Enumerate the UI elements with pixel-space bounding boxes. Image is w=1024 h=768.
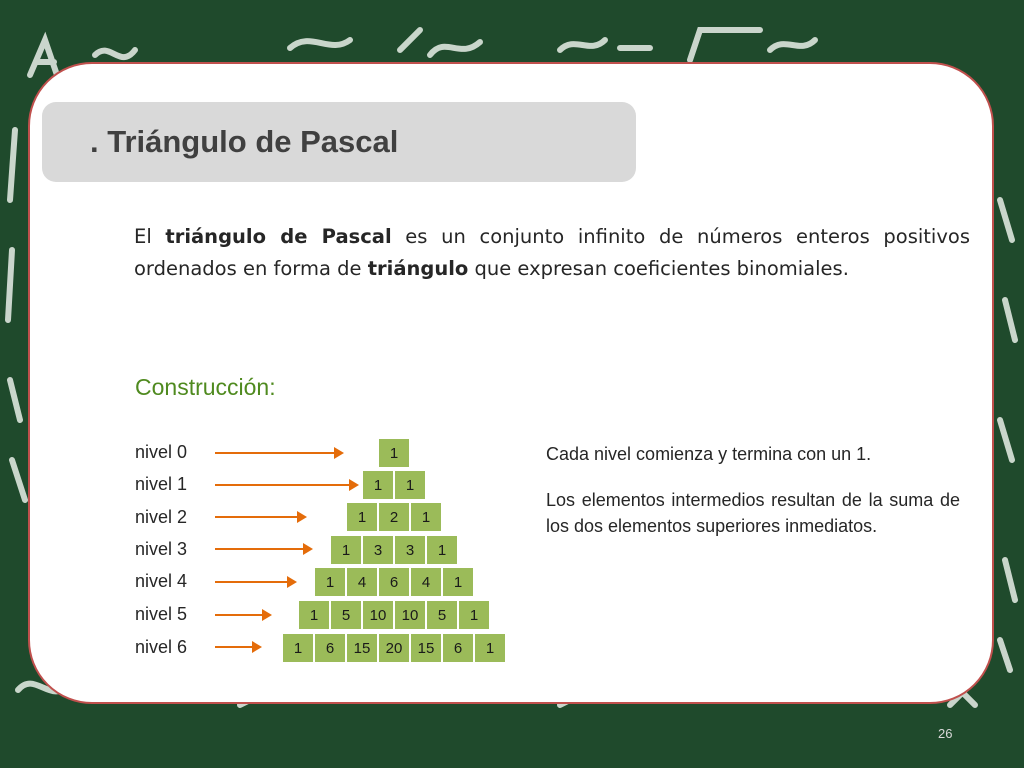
level-label: nivel 3 <box>135 539 188 559</box>
pascal-cell: 10 <box>362 600 394 630</box>
note-sum-rule: Los elementos intermedios resultan de la suma de los dos elementos superiores inmediatos. <box>546 490 960 536</box>
pascal-cell: 6 <box>378 567 410 597</box>
note-start-end: Cada nivel comienza y termina con un 1. <box>546 444 872 464</box>
intro-text: El <box>134 225 166 248</box>
arrow-icon <box>215 548 311 550</box>
arrow-icon <box>215 516 305 518</box>
pascal-cell: 1 <box>346 502 378 532</box>
pascal-cell: 1 <box>282 633 314 663</box>
pascal-cell: 20 <box>378 633 410 663</box>
pascal-cell: 1 <box>378 438 410 468</box>
pascal-cell: 5 <box>330 600 362 630</box>
pascal-cell: 1 <box>410 502 442 532</box>
pascal-cell: 1 <box>314 567 346 597</box>
level-label: nivel 2 <box>135 507 188 527</box>
pascal-cell: 10 <box>394 600 426 630</box>
pascal-cell: 5 <box>426 600 458 630</box>
pascal-cell: 3 <box>394 535 426 565</box>
pascal-cell: 4 <box>410 567 442 597</box>
pascal-cell: 1 <box>426 535 458 565</box>
level-label: nivel 4 <box>135 571 188 591</box>
pascal-cell: 2 <box>378 502 410 532</box>
pascal-cell: 1 <box>474 633 506 663</box>
level-label: nivel 0 <box>135 442 188 462</box>
pascal-cell: 6 <box>314 633 346 663</box>
slide-number: 26 <box>938 726 953 741</box>
level-label: nivel 1 <box>135 474 188 494</box>
level-label: nivel 6 <box>135 637 188 657</box>
pascal-cell: 1 <box>330 535 362 565</box>
intro-bold-term: triángulo de Pascal <box>165 225 392 248</box>
slide-title: . Triángulo de Pascal <box>90 124 399 159</box>
intro-paragraph <box>134 221 970 285</box>
pascal-cell: 3 <box>362 535 394 565</box>
arrow-icon <box>215 646 260 648</box>
pascal-cell: 1 <box>362 470 394 500</box>
arrow-icon <box>215 614 270 616</box>
arrow-icon <box>215 581 295 583</box>
arrow-icon <box>215 452 342 454</box>
pascal-cell: 1 <box>458 600 490 630</box>
pascal-cell: 6 <box>442 633 474 663</box>
intro-bold-term: triángulo <box>367 257 469 280</box>
intro-text: que expresan coeficientes binomiales. <box>468 257 849 280</box>
pascal-cell: 1 <box>442 567 474 597</box>
level-label: nivel 5 <box>135 604 188 624</box>
pascal-cell: 15 <box>410 633 442 663</box>
section-heading: Construcción: <box>135 374 276 400</box>
pascal-cell: 1 <box>298 600 330 630</box>
pascal-cell: 4 <box>346 567 378 597</box>
pascal-cell: 15 <box>346 633 378 663</box>
intro-text: es un conjunto infinito de números enteros positivos ordenados en forma de <box>134 225 970 280</box>
pascal-cell: 1 <box>394 470 426 500</box>
arrow-icon <box>215 484 357 486</box>
